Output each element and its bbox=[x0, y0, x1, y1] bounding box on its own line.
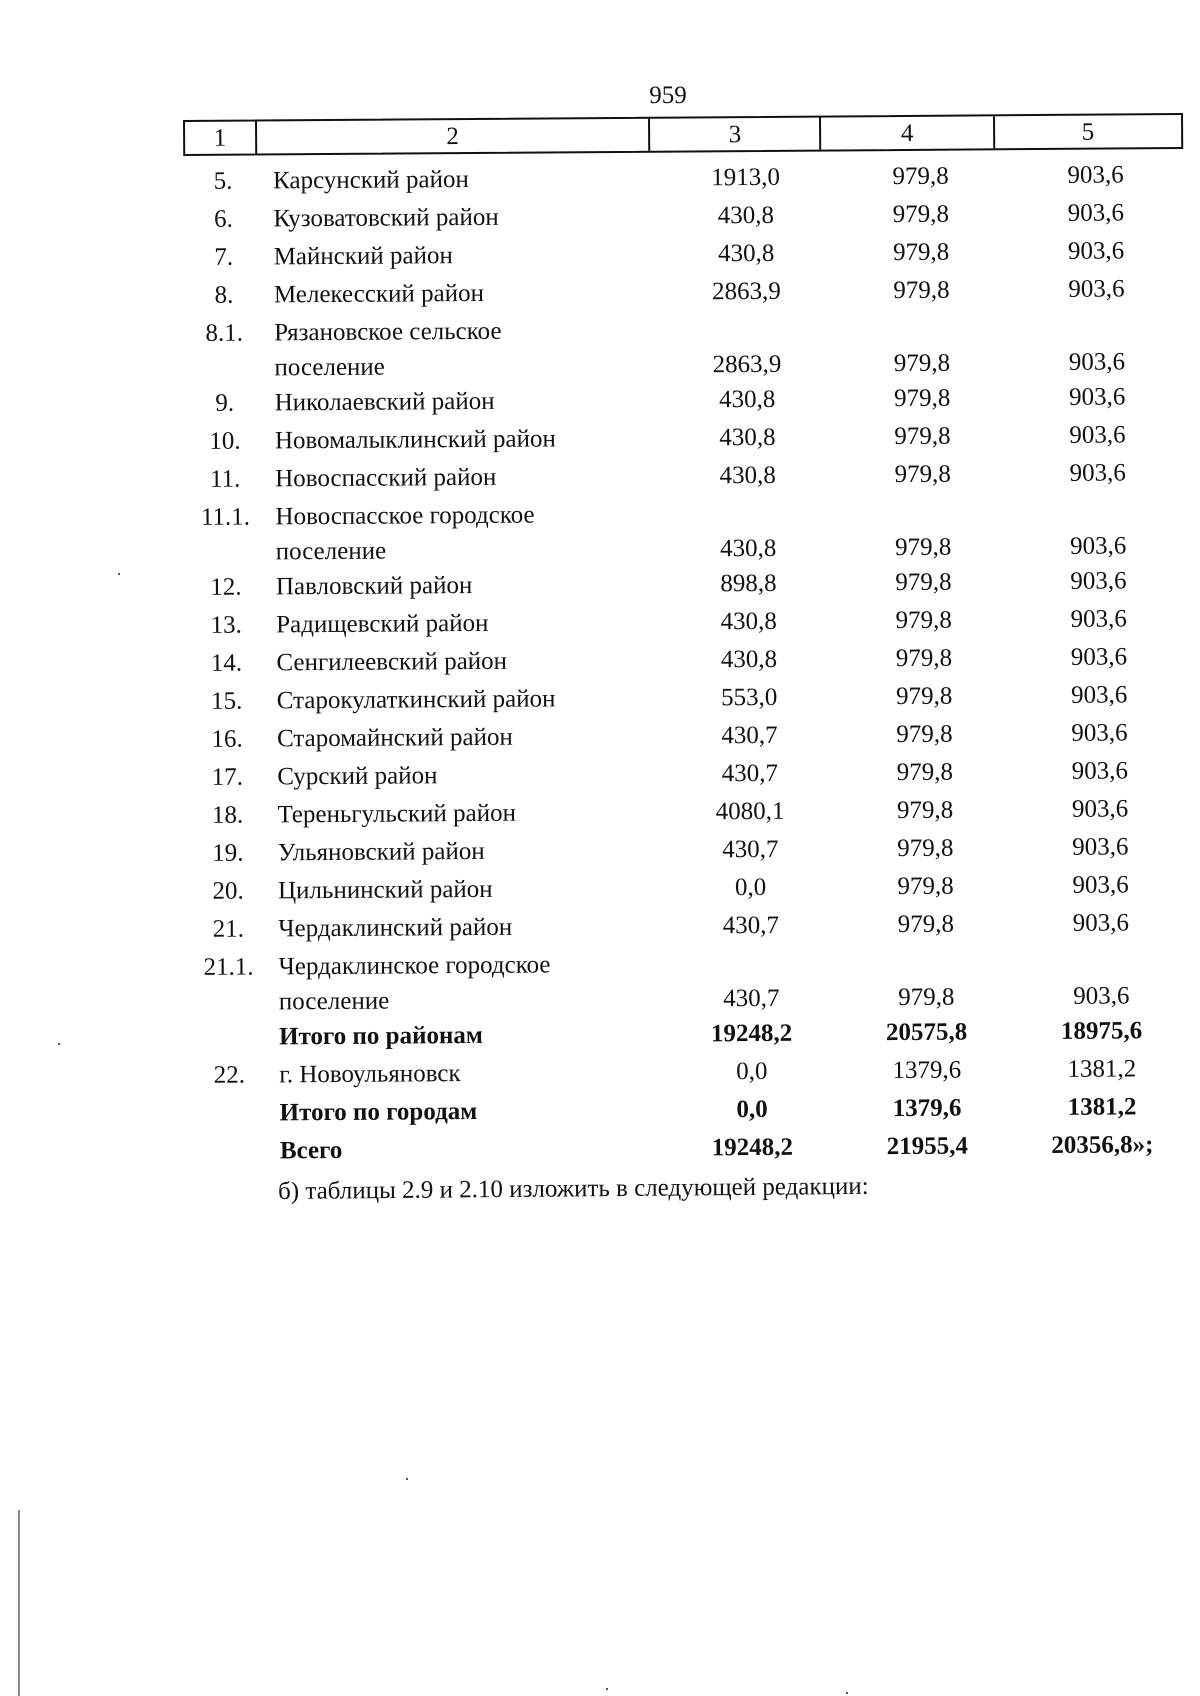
row-value-v4: 979,8 bbox=[898, 983, 955, 1012]
row-value-v4: 979,8 bbox=[895, 644, 953, 673]
row-value-v5: 903,6 bbox=[1069, 421, 1126, 449]
row-name-line-1: Рязановское сельское bbox=[274, 317, 502, 347]
row-number: 19. bbox=[212, 839, 244, 867]
row-value-v4: 1379,6 bbox=[892, 1056, 962, 1085]
row-value-v4: 979,8 bbox=[894, 422, 951, 451]
row-value-v4: 979,8 bbox=[896, 682, 953, 711]
row-value-v3: 430,8 bbox=[717, 239, 775, 268]
row-name-line-1: Новоспасское городское bbox=[275, 501, 535, 531]
row-value-v3: 430,7 bbox=[721, 721, 778, 750]
row-name: Николаевский район bbox=[274, 387, 495, 417]
row-value-v3: 430,8 bbox=[719, 423, 776, 452]
row-value-v3: 1913,0 bbox=[711, 163, 781, 192]
scan-speck bbox=[606, 1688, 608, 1690]
row-name: Новоспасский район bbox=[275, 463, 497, 493]
table-row bbox=[185, 493, 1185, 570]
row-value-v5: 1381,2 bbox=[1067, 1093, 1137, 1121]
row-value-v5: 903,6 bbox=[1068, 383, 1126, 411]
row-value-v4: 979,8 bbox=[893, 349, 951, 378]
row-value-v4: 21955,4 bbox=[886, 1132, 969, 1161]
row-value-v5: 903,6 bbox=[1068, 275, 1125, 303]
row-value-v5: 903,6 bbox=[1071, 795, 1129, 823]
row-value-v3: 898,8 bbox=[720, 569, 777, 598]
row-value-v3: 0,0 bbox=[736, 1095, 768, 1124]
row-value-v4: 979,8 bbox=[895, 606, 952, 635]
row-name bbox=[264, 313, 659, 386]
row-value-v5: 903,6 bbox=[1071, 719, 1128, 747]
row-number: 5. bbox=[213, 167, 233, 195]
row-value-v4: 979,8 bbox=[896, 758, 953, 787]
row-value-v4: 979,8 bbox=[893, 276, 950, 305]
row-number: 22. bbox=[213, 1061, 246, 1089]
row-name-line-2: поселение bbox=[275, 537, 387, 566]
row-number: 6. bbox=[213, 205, 233, 233]
header-col-5: 5 bbox=[1081, 118, 1095, 146]
row-value-v4: 979,8 bbox=[892, 200, 950, 229]
row-value-v4: 979,8 bbox=[896, 720, 953, 749]
row-number: 11. bbox=[209, 465, 241, 493]
row-value-v3: 430,7 bbox=[721, 759, 778, 788]
row-name bbox=[265, 497, 660, 570]
row-name: Чердаклинский район bbox=[278, 913, 513, 943]
row-value-v5: 903,6 bbox=[1072, 871, 1129, 899]
row-name: Старокулаткинский район bbox=[276, 685, 556, 715]
row-number: 14. bbox=[210, 649, 243, 677]
row-number: 15. bbox=[211, 687, 243, 715]
row-value-v5: 903,6 bbox=[1069, 459, 1126, 487]
row-number: 20. bbox=[212, 877, 244, 905]
row-value-v4: 1379,6 bbox=[892, 1094, 962, 1123]
row-name: Итого по городам bbox=[279, 1097, 478, 1127]
row-value-v4: 979,8 bbox=[897, 872, 954, 901]
row-value-v3: 430,8 bbox=[719, 461, 776, 490]
row-value-v3: 430,8 bbox=[720, 607, 777, 636]
row-value-v5: 903,6 bbox=[1071, 757, 1128, 785]
row-value-v3: 430,8 bbox=[718, 385, 776, 414]
row-name: Кузоватовский район bbox=[273, 203, 499, 233]
row-value-v5: 20356,8»; bbox=[1051, 1131, 1154, 1159]
row-number: 8. bbox=[214, 281, 234, 309]
row-value-v5: 903,6 bbox=[1072, 909, 1130, 937]
footer-instruction: б) таблицы 2.9 и 2.10 изложить в следующей редакции: bbox=[278, 1172, 869, 1205]
row-value-v3: 430,8 bbox=[720, 645, 778, 674]
row-value-v5: 903,6 bbox=[1073, 982, 1130, 1010]
row-name-line-2: поселение bbox=[278, 987, 390, 1016]
header-col-1: 1 bbox=[185, 121, 257, 153]
table-header bbox=[183, 113, 1183, 156]
scan-speck bbox=[118, 573, 120, 575]
row-number: 11.1. bbox=[200, 503, 251, 531]
row-value-v4: 979,8 bbox=[893, 384, 951, 413]
row-name: Карсунский район bbox=[273, 166, 469, 195]
row-value-v3: 430,7 bbox=[722, 835, 779, 864]
row-value-v5: 903,6 bbox=[1071, 681, 1128, 709]
header-col-2: 2 bbox=[257, 119, 651, 154]
row-number: 12. bbox=[210, 573, 242, 601]
row-value-v5: 903,6 bbox=[1069, 532, 1127, 560]
row-value-v5: 903,6 bbox=[1067, 161, 1124, 189]
row-value-v4: 979,8 bbox=[895, 568, 952, 597]
row-value-v4: 979,8 bbox=[892, 162, 949, 191]
row-name: Новомалыклинский район bbox=[274, 425, 556, 455]
row-number bbox=[190, 1095, 270, 1134]
row-name: Всего bbox=[279, 1136, 343, 1165]
row-number bbox=[190, 1133, 270, 1172]
row-value-v5: 903,6 bbox=[1067, 237, 1125, 265]
row-name: г. Новоульяновск bbox=[279, 1060, 461, 1089]
row-name: Старомайнский район bbox=[276, 723, 513, 753]
row-number: 7. bbox=[214, 243, 234, 271]
row-number: 9. bbox=[215, 389, 235, 417]
row-name: Сенгилеевский район bbox=[276, 647, 508, 677]
row-name: Мелекесский район bbox=[273, 279, 485, 309]
row-name: Майнский район bbox=[273, 242, 453, 271]
row-value-v5: 903,6 bbox=[1070, 567, 1127, 595]
row-name: Итого по районам bbox=[279, 1021, 483, 1051]
row-number bbox=[189, 1019, 269, 1058]
row-value-v3: 19248,2 bbox=[710, 1019, 793, 1048]
row-name: Павловский район bbox=[275, 571, 473, 601]
row-value-v3: 430,8 bbox=[719, 534, 777, 563]
row-value-v3: 4080,1 bbox=[715, 797, 785, 826]
row-value-v3: 430,7 bbox=[723, 984, 780, 1013]
row-name-line-2: поселение bbox=[274, 353, 385, 382]
row-value-v4: 979,8 bbox=[894, 460, 951, 489]
row-value-v4: 979,8 bbox=[896, 796, 954, 825]
row-value-v5: 1381,2 bbox=[1067, 1055, 1137, 1083]
row-value-v3: 2863,9 bbox=[712, 350, 782, 379]
table-body bbox=[183, 157, 1190, 1172]
row-value-v4: 979,8 bbox=[897, 910, 955, 939]
row-value-v5: 903,6 bbox=[1068, 348, 1126, 376]
row-number: 13. bbox=[210, 611, 242, 639]
row-value-v3: 0,0 bbox=[734, 873, 767, 902]
row-name-line-1: Чердаклинское городское bbox=[278, 951, 551, 981]
scan-speck bbox=[846, 1692, 848, 1694]
row-value-v4: 20575,8 bbox=[885, 1018, 968, 1047]
row-name: Цильнинский район bbox=[277, 875, 493, 905]
row-value-v5: 903,6 bbox=[1070, 605, 1127, 633]
row-value-v3: 0,0 bbox=[736, 1057, 768, 1086]
row-value-v3: 2863,9 bbox=[711, 277, 781, 306]
row-value-v5: 18975,6 bbox=[1060, 1017, 1143, 1045]
row-value-v4: 979,8 bbox=[892, 238, 950, 267]
table-row bbox=[190, 1127, 1190, 1172]
scan-speck bbox=[58, 1043, 60, 1045]
row-name: Сурский район bbox=[277, 762, 438, 791]
scan-speck bbox=[406, 1478, 408, 1480]
row-name: Тереньгульский район bbox=[277, 799, 517, 829]
row-value-v3: 430,7 bbox=[722, 911, 780, 940]
table-row bbox=[188, 943, 1188, 1020]
row-value-v3: 430,8 bbox=[717, 201, 775, 230]
row-value-v4: 979,8 bbox=[894, 533, 952, 562]
row-value-v5: 903,6 bbox=[1070, 643, 1128, 671]
header-col-3: 3 bbox=[650, 118, 822, 151]
row-number: 10. bbox=[209, 427, 241, 455]
row-number: 18. bbox=[211, 801, 244, 829]
row-value-v5: 903,6 bbox=[1072, 833, 1129, 861]
row-number: 16. bbox=[211, 725, 243, 753]
header-col-4: 4 bbox=[821, 116, 995, 149]
scan-edge-line bbox=[18, 1510, 20, 1696]
row-number: 21.1. bbox=[203, 953, 254, 981]
table-row bbox=[184, 309, 1184, 386]
row-value-v5: 903,6 bbox=[1067, 199, 1125, 227]
row-number: 17. bbox=[211, 763, 244, 791]
row-name bbox=[268, 947, 663, 1020]
row-value-v4: 979,8 bbox=[897, 834, 954, 863]
row-name: Ульяновский район bbox=[277, 837, 485, 867]
row-value-v3: 19248,2 bbox=[711, 1133, 794, 1162]
row-number: 8.1. bbox=[205, 319, 244, 347]
row-number: 21. bbox=[212, 915, 245, 943]
row-name: Радищевский район bbox=[276, 609, 489, 639]
row-value-v3: 553,0 bbox=[721, 683, 778, 712]
page-number: 959 bbox=[649, 82, 687, 109]
